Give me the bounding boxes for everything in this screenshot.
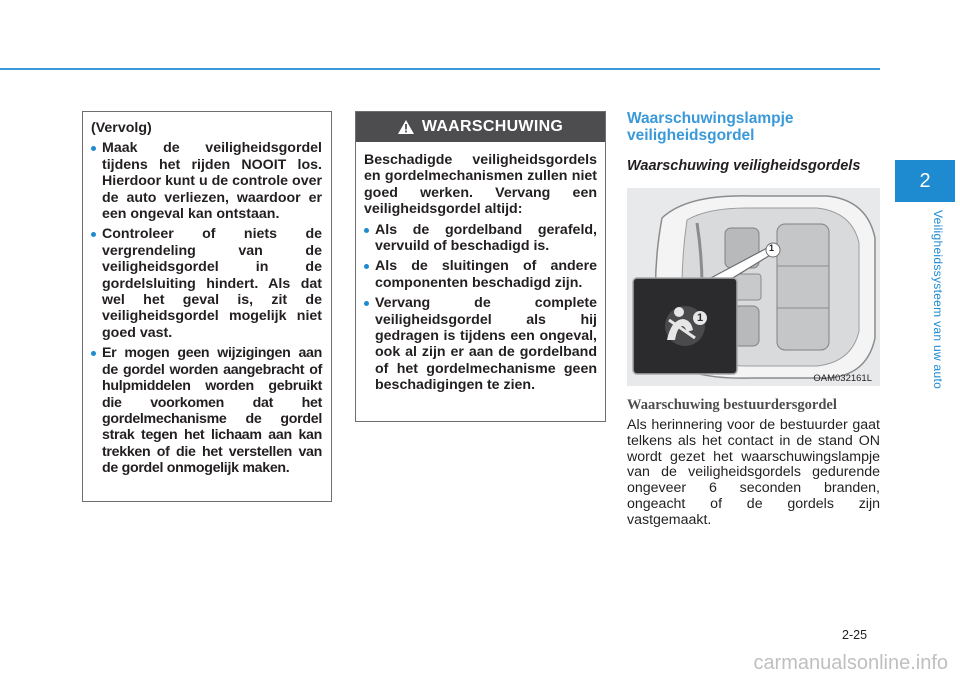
top-rule [0, 68, 880, 70]
list-item: Controleer of niets de vergrendeling van de veiligheidsgordel in de gordelsluiting hindert. Als dat wel het geval is, zit de veiligheidsgordel mogelijk niet goed vast. [91, 226, 322, 341]
footer-watermark: carmanualsonline.info [753, 652, 948, 674]
section-subheading: Waarschuwing bestuurdersgordel [627, 397, 837, 413]
list-item: Vervang de complete veiligheidsgordel als hij gedragen is tijdens een ongeval, ook al zijn er aan de gordelband of het gordelmechanisme geen beschadigingen te zien. [364, 295, 597, 393]
list-item: Er mogen geen wijzigingen aan de gordel worden aangebracht of hulpmiddelen worden gebruikt die voorkomen dat het gordelmechanisme de gordel strak tegen het lichaam aan kan trekken of die het verstellen van de gordel onmogelijk maken. [91, 345, 322, 476]
chapter-tab [895, 160, 955, 202]
chapter-title: Veiligheidssysteem van uw auto [931, 210, 945, 390]
warning-body [356, 142, 605, 402]
car-figure [627, 188, 880, 386]
warning-label: WAARSCHUWING [421, 117, 564, 135]
figure-code: OAM032161L [813, 373, 872, 384]
list-item: Als de gordelband gerafeld, vervuild of beschadigd is. [364, 222, 597, 255]
figure-callout-panel: 1 [697, 312, 704, 324]
warning-header [356, 112, 605, 142]
figure-callout: 1 [769, 243, 775, 253]
bullet-list [91, 140, 322, 476]
warning-triangle-icon [398, 120, 414, 134]
warning-box [355, 111, 606, 422]
bullet-list [364, 222, 597, 394]
list-item: Maak de veiligheidsgordel tijdens het rijden NOOIT los. Hierdoor kunt u de controle over de auto verliezen, waardoor er een ongeval kan ontstaan. [91, 140, 322, 222]
box-heading: (Vervolg) [91, 120, 152, 136]
list-item: Als de sluitingen of andere componenten beschadigd zijn. [364, 258, 597, 291]
warning-intro: Beschadigde veiligheidsgordels en gordelmechanismen zullen niet goed werken. Vervang een veiligheidsgordel altijd: [364, 152, 597, 218]
body-paragraph: Als herinnering voor de bestuurder gaat telkens als het contact in de stand ON wordt gezet het waarschuwingslampje van de veiligheidsgordels gedurende ongeveer 6 seconden branden, ongeacht of de gordels zijn vastgemaakt. [627, 417, 880, 528]
section-subtitle: Waarschuwing veiligheidsgordels [627, 158, 861, 174]
continued-warning-box [82, 111, 332, 502]
chapter-number: 2 [919, 169, 931, 192]
section-title: Waarschuwingslampje veiligheidsgordel [627, 110, 794, 144]
car-interior-illustration [627, 188, 880, 386]
page-number: 2-25 [842, 628, 868, 642]
section-column [627, 110, 880, 529]
